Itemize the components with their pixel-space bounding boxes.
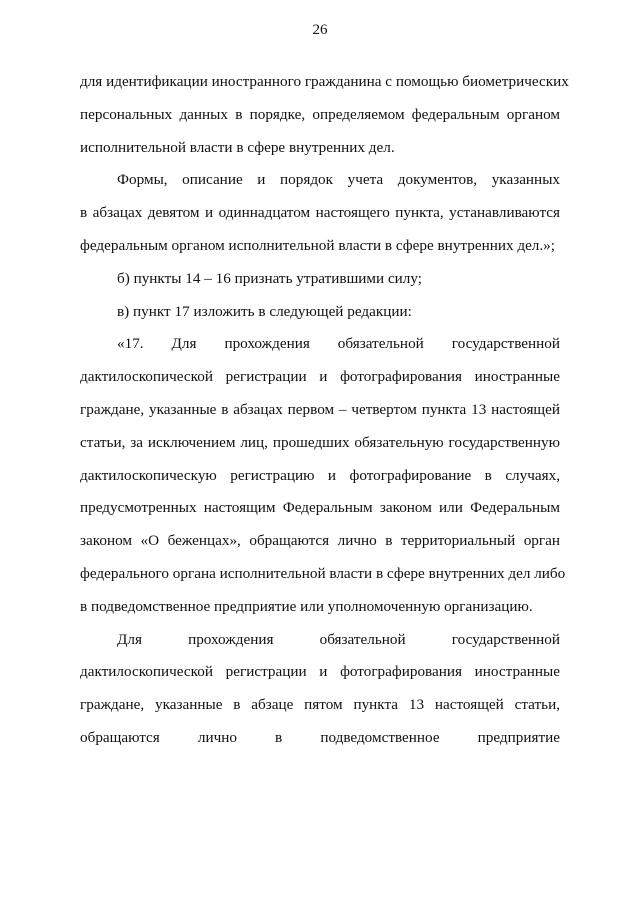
text-line: федерального органа исполнительной власти в сфере внутренних дел либо [80, 564, 566, 582]
text-line: б) пункты 14 – 16 признать утратившими силу; [117, 269, 423, 287]
page-number: 26 [312, 22, 328, 38]
text-line: предусмотренных настоящим Федеральным законом или Федеральным [80, 499, 560, 517]
text-line: дактилоскопической регистрации и фотографирования иностранные [80, 663, 560, 681]
text-line: персональных данных в порядке, определяемом федеральным органом [80, 105, 560, 123]
paragraph-clause-17 [80, 328, 566, 623]
text-line: Формы, описание и порядок учета документов, указанных [117, 171, 560, 189]
text-line: обращаются лично в подведомственное предприятие [80, 728, 560, 746]
text-line: федеральным органом исполнительной власти в сфере внутренних дел.»; [80, 236, 555, 254]
text-line: в подведомственное предприятие или уполномоченную организацию. [80, 597, 533, 615]
paragraph-document-forms [80, 164, 560, 262]
text-line: граждане, указанные в абзаце пятом пункта 13 настоящей статьи, [80, 696, 560, 714]
text-line: статьи, за исключением лиц, прошедших обязательную государственную [80, 433, 560, 451]
text-line: исполнительной власти в сфере внутренних дел. [80, 138, 395, 156]
text-line: в) пункт 17 изложить в следующей редакции: [117, 302, 412, 320]
text-line: для идентификации иностранного гражданина с помощью биометрических [80, 73, 569, 90]
paragraph-item-b [80, 263, 560, 296]
text-line: «17. Для прохождения обязательной государственной [117, 335, 560, 353]
text-line: в абзацах девятом и одиннадцатом настоящего пункта, устанавливаются [80, 204, 560, 222]
paragraph-item-v [80, 296, 560, 329]
text-line: граждане, указанные в абзацах первом – четвертом пункта 13 настоящей [80, 400, 560, 418]
text-line: дактилоскопической регистрации и фотографирования иностранные [80, 368, 560, 386]
text-line: Для прохождения обязательной государственной [117, 630, 560, 648]
text-line: дактилоскопическую регистрацию и фотографирование в случаях, [80, 466, 560, 484]
paragraph-clause-17-second [80, 624, 560, 755]
document-body [80, 66, 569, 755]
paragraph-biometric-identification [80, 66, 569, 164]
text-line: законом «О беженцах», обращаются лично в территориальный орган [80, 532, 560, 550]
